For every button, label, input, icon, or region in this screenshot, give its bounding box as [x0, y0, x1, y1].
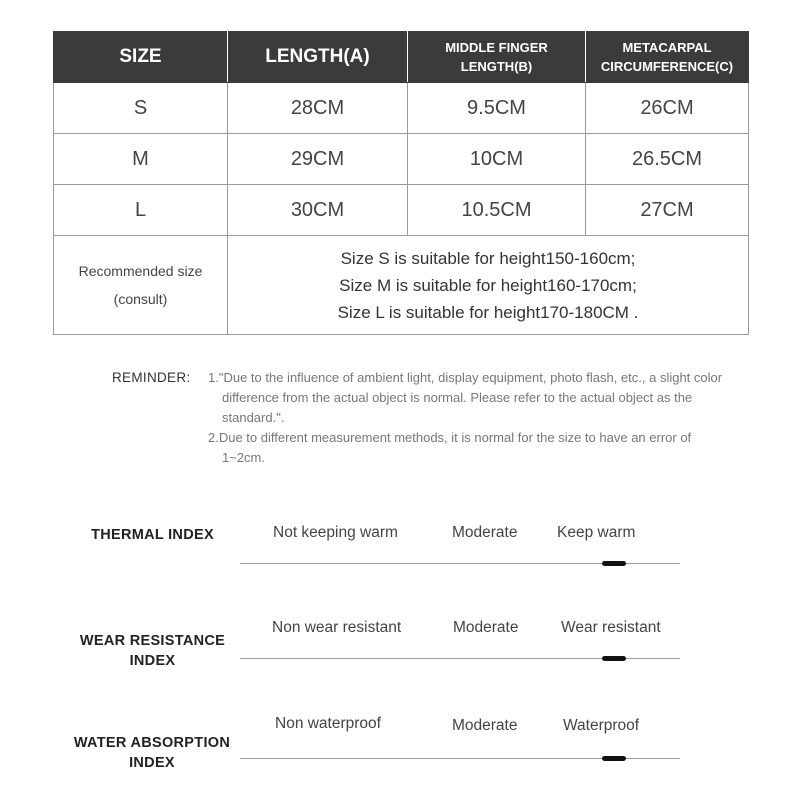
reminder-item: 1."Due to the influence of ambient light, display equipment, photo flash, etc., a slight color difference from the actual object is normal. Please refer to the actual object as the standard.". [208, 370, 723, 425]
table-row [54, 185, 749, 236]
finger-cell: 9.5CM [408, 83, 586, 134]
circumference-cell: 26.5CM [586, 134, 749, 185]
index-title: THERMAL INDEX [91, 527, 214, 543]
table-header-row [54, 32, 749, 83]
index-title: WEAR RESISTANCE INDEX [79, 633, 226, 669]
index-level-marker [602, 561, 626, 566]
header-length: LENGTH(A) [228, 32, 408, 83]
recommended-row [54, 236, 749, 335]
recommended-size-text [228, 236, 749, 335]
table-row [54, 134, 749, 185]
finger-cell: 10.5CM [408, 185, 586, 236]
header-middle-finger: MIDDLE FINGER LENGTH(B) [408, 32, 586, 83]
index-option-high: Wear resistant [561, 619, 661, 636]
recommended-size-label: Recommended size (consult) [54, 236, 228, 335]
recommended-line: Size L is suitable for height170-180CM . [337, 302, 639, 322]
index-level-marker [602, 756, 626, 761]
length-cell: 30CM [228, 185, 408, 236]
reminder-list [208, 368, 728, 468]
reminder-item: 2.Due to different measurement methods, it is normal for the size to have an error of 1~2cm. [208, 430, 692, 465]
index-option-high: Waterproof [563, 717, 640, 734]
recommended-line: Size S is suitable for height150-160cm; [340, 248, 636, 268]
header-size: SIZE [54, 32, 228, 83]
index-title: WATER ABSORPTION INDEX [73, 735, 231, 771]
size-cell: M [54, 134, 228, 185]
length-cell: 28CM [228, 83, 408, 134]
circumference-cell: 27CM [586, 185, 749, 236]
size-cell: L [54, 185, 228, 236]
index-option-low: Not keeping warm [273, 524, 398, 541]
table-row [54, 83, 749, 134]
reminder-label: REMINDER: [112, 370, 191, 385]
finger-cell: 10CM [408, 134, 586, 185]
size-chart-table [53, 31, 749, 335]
index-option-mid: Moderate [453, 619, 519, 636]
circumference-cell: 26CM [586, 83, 749, 134]
index-option-low: Non waterproof [275, 715, 381, 732]
index-option-high: Keep warm [557, 524, 636, 541]
index-option-mid: Moderate [452, 524, 518, 541]
length-cell: 29CM [228, 134, 408, 185]
index-option-mid: Moderate [452, 717, 518, 734]
index-option-low: Non wear resistant [272, 619, 402, 636]
size-cell: S [54, 83, 228, 134]
index-level-marker [602, 656, 626, 661]
recommended-line: Size M is suitable for height160-170cm; [339, 275, 637, 295]
header-metacarpal: METACARPAL CIRCUMFERENCE(C) [586, 32, 749, 83]
